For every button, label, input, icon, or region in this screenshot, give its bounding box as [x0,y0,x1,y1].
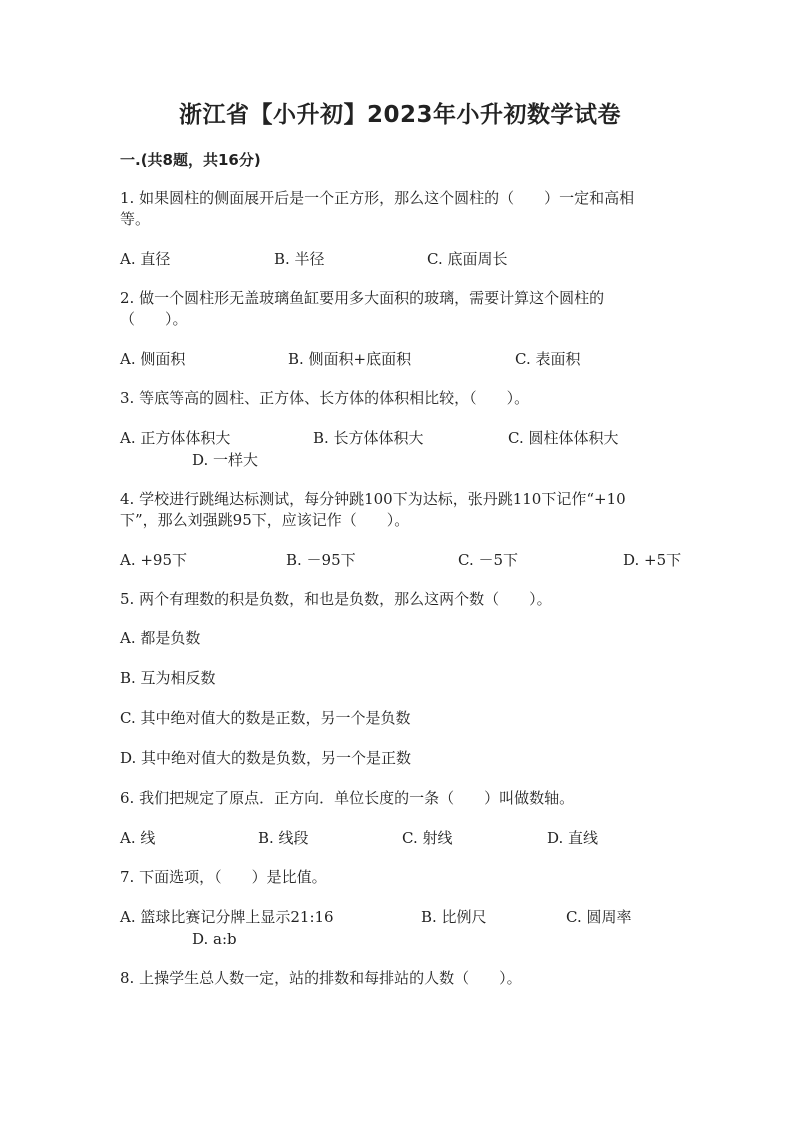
q1-option-b: B. 半径 [274,250,325,268]
q4-option-b: B. －95下 [286,551,356,569]
q4-option-a: A. +95下 [120,551,188,569]
question-8-text: 8. 上操学生总人数一定，站的排数和每排站的人数（ ）。 [120,969,522,987]
question-6-text: 6. 我们把规定了原点．正方向．单位长度的一条（ ）叫做数轴。 [120,789,575,807]
page-title: 浙江省【小升初】2023年小升初数学试卷 [178,102,621,128]
q3-option-d: D. 一样大 [192,451,259,469]
q4-option-d: D. +5下 [623,551,682,569]
q5-option-a: A. 都是负数 [120,629,201,647]
q2-option-c: C. 表面积 [515,350,581,368]
q6-option-c: C. 射线 [402,829,453,847]
question-2-text-cont: （ ）。 [120,310,188,328]
q1-option-a: A. 直径 [120,250,171,268]
question-4-text: 4. 学校进行跳绳达标测试，每分钟跳100下为达标，张丹跳110下记作“+10 [120,490,626,508]
q5-option-b: B. 互为相反数 [120,669,216,687]
question-5-text: 5. 两个有理数的积是负数，和也是负数，那么这两个数（ ）。 [120,590,552,608]
q2-option-a: A. 侧面积 [120,350,186,368]
q5-option-c: C. 其中绝对值大的数是正数，另一个是负数 [120,709,411,727]
question-7-text: 7. 下面选项，（ ）是比值。 [120,868,327,886]
section-heading: 一.(共8题，共16分) [120,151,261,169]
question-2-text: 2. 做一个圆柱形无盖玻璃鱼缸要用多大面积的玻璃，需要计算这个圆柱的 [120,289,605,307]
q7-option-d: D. a:b [192,930,237,948]
q2-option-b: B. 侧面积+底面积 [288,350,412,368]
q6-option-a: A. 线 [120,829,156,847]
q4-option-c: C. －5下 [458,551,519,569]
q3-option-b: B. 长方体体积大 [313,429,424,447]
q7-option-c: C. 圆周率 [566,908,632,926]
q3-option-c: C. 圆柱体体积大 [508,429,619,447]
q7-option-b: B. 比例尺 [421,908,487,926]
q3-option-a: A. 正方体体积大 [120,429,231,447]
question-1-text-cont: 等。 [120,210,151,228]
question-3-text: 3. 等底等高的圆柱、正方体、长方体的体积相比较，（ ）。 [120,389,530,407]
q7-option-a: A. 篮球比赛记分牌上显示21:16 [120,908,334,926]
q5-option-d: D. 其中绝对值大的数是负数，另一个是正数 [120,749,412,767]
question-1-text: 1. 如果圆柱的侧面展开后是一个正方形，那么这个圆柱的（ ）一定和高相 [120,189,635,207]
q6-option-b: B. 线段 [258,829,309,847]
q6-option-d: D. 直线 [547,829,599,847]
question-4-text-cont: 下”，那么刘强跳95下，应该记作（ ）。 [120,511,410,529]
q1-option-c: C. 底面周长 [427,250,508,268]
